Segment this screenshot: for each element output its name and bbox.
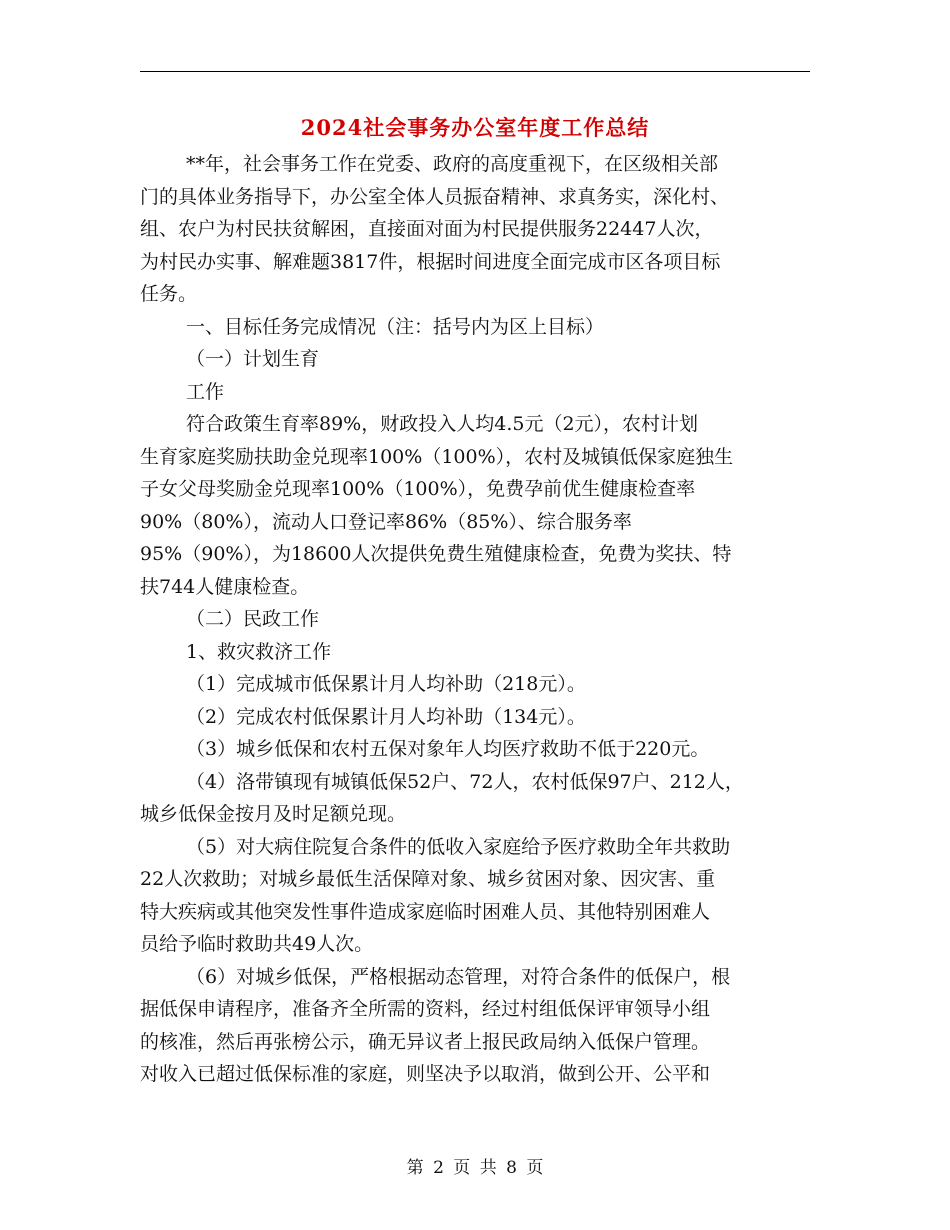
body-line: 一、目标任务完成情况（注：括号内为区上目标）	[186, 315, 605, 338]
body-line: （二）民政工作	[186, 608, 320, 630]
document-title: 2024社会事务办公室年度工作总结	[300, 115, 650, 140]
body-line: 符合政策生育率89%，财政投入人均4.5元（2元），农村计划	[186, 413, 699, 435]
body-line: 生育家庭奖励扶助金兑现率100%（100%），农村及城镇低保家庭独生	[140, 445, 734, 468]
body-line: 子女父母奖励金兑现率100%（100%），免费孕前优生健康检查率	[140, 478, 696, 500]
body-line: （2）完成农村低保累计月人均补助（134元）。	[186, 705, 586, 728]
body-line: 门的具体业务指导下，办公室全体人员振奋精神、求真务实，深化村、	[140, 185, 730, 208]
body-line: （4）洛带镇现有城镇低保52户、72人，农村低保97户、212人，	[186, 770, 744, 793]
body-line: 工作	[186, 380, 225, 403]
body-line: 95%（90%），为18600人次提供免费生殖健康检查，免费为奖扶、特	[140, 543, 732, 565]
header-rule	[140, 71, 810, 72]
body-line: （5）对大病住院复合条件的低收入家庭给予医疗救助全年共救助	[186, 835, 731, 858]
body-line: 城乡低保金按月及时足额兑现。	[140, 803, 407, 825]
body-line: 1、救灾救济工作	[186, 640, 332, 663]
body-line: 为村民办实事、解难题3817件，根据时间进度全面完成市区各项目标	[140, 250, 721, 273]
body-line: 据低保申请程序，准备齐全所需的资料，经过村组低保评审领导小组	[140, 998, 711, 1020]
body-line: **年，社会事务工作在党委、政府的高度重视下，在区级相关部	[186, 153, 719, 175]
body-line: （一）计划生育	[186, 348, 320, 370]
page-number: 第 2 页 共 8 页	[406, 1158, 544, 1178]
body-line: 员给予临时救助共49人次。	[140, 933, 374, 955]
body-line: 的核准，然后再张榜公示，确无异议者上报民政局纳入低保户管理。	[140, 1030, 711, 1053]
body-line: （1）完成城市低保累计月人均补助（218元）。	[186, 673, 586, 695]
document-body	[140, 148, 810, 1091]
body-line: 90%（80%），流动人口登记率86%（85%）、综合服务率	[140, 510, 632, 533]
body-line: 扶744人健康检查。	[140, 575, 310, 598]
body-line: 22人次救助；对城乡最低生活保障对象、城乡贫困对象、因灾害、重	[140, 868, 716, 890]
body-line: （3）城乡低保和农村五保对象年人均医疗救助不低于220元。	[186, 738, 710, 760]
body-line: 对收入已超过低保标准的家庭，则坚决予以取消，做到公开、公平和	[140, 1063, 711, 1085]
body-line: 任务。	[140, 283, 198, 305]
body-line: 组、农户为村民扶贫解困，直接面对面为村民提供服务22447人次，	[140, 218, 714, 240]
body-line: 特大疾病或其他突发性事件造成家庭临时困难人员、其他特别困难人	[140, 900, 711, 923]
body-line: （6）对城乡低保，严格根据动态管理，对符合条件的低保户，根	[186, 965, 731, 988]
